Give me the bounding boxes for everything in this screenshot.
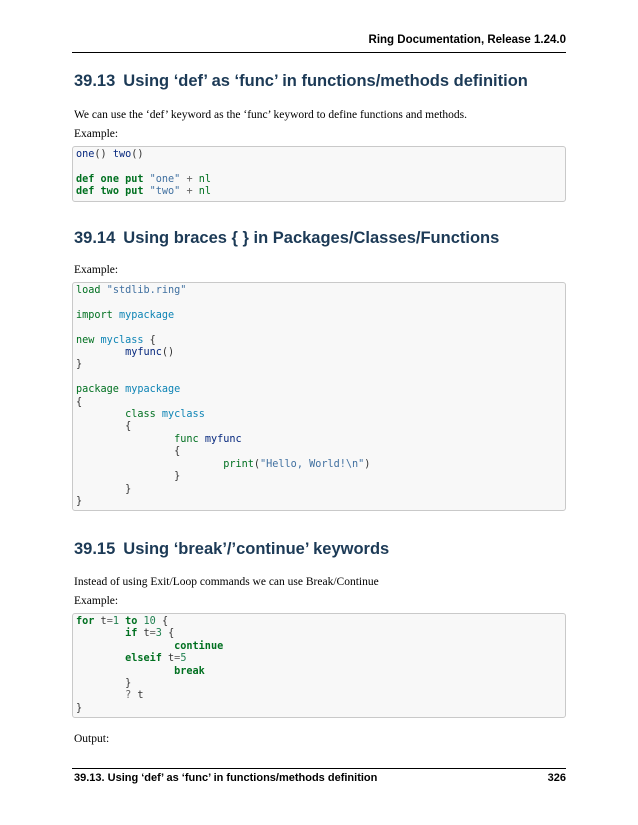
code-block-def: one() two() def one put "one" + nl def two put "two" + nl — [72, 146, 566, 202]
section-paragraph: Instead of using Exit/Loop commands we can use Break/Continue — [74, 576, 379, 588]
header-divider — [72, 52, 566, 53]
footer-divider — [72, 768, 566, 769]
section-title: Using braces { } in Packages/Classes/Functions — [123, 229, 500, 247]
section-heading-39-14 — [74, 229, 499, 248]
footer-section-title: 39.13. Using ‘def’ as ‘func’ in functions/methods definition — [74, 772, 378, 784]
code-block-braces: load "stdlib.ring" import mypackage new myclass { myfunc() } package mypackage { class myclass { func myfunc { print("Hello, World!\n") } } } — [72, 282, 566, 511]
output-label: Output: — [74, 733, 110, 745]
running-header: Ring Documentation, Release 1.24.0 — [368, 34, 566, 46]
section-title: Using ‘break’/’continue’ keywords — [123, 540, 390, 558]
example-label: Example: — [74, 128, 119, 140]
section-paragraph: We can use the ‘def’ keyword as the ‘func’ keyword to define functions and methods. — [74, 109, 468, 121]
example-label: Example: — [74, 264, 119, 276]
example-label: Example: — [74, 595, 119, 607]
page-number: 326 — [547, 772, 566, 784]
section-heading-39-15 — [74, 540, 389, 559]
section-title: Using ‘def’ as ‘func’ in functions/methods definition — [123, 72, 528, 90]
code-block-break-continue: for t=1 to 10 { if t=3 { continue elseif t=5 break } ? t } — [72, 613, 566, 718]
section-number: 39.14 — [74, 229, 116, 247]
section-heading-39-13 — [74, 72, 528, 91]
section-number: 39.15 — [74, 540, 116, 558]
section-number: 39.13 — [74, 72, 116, 90]
